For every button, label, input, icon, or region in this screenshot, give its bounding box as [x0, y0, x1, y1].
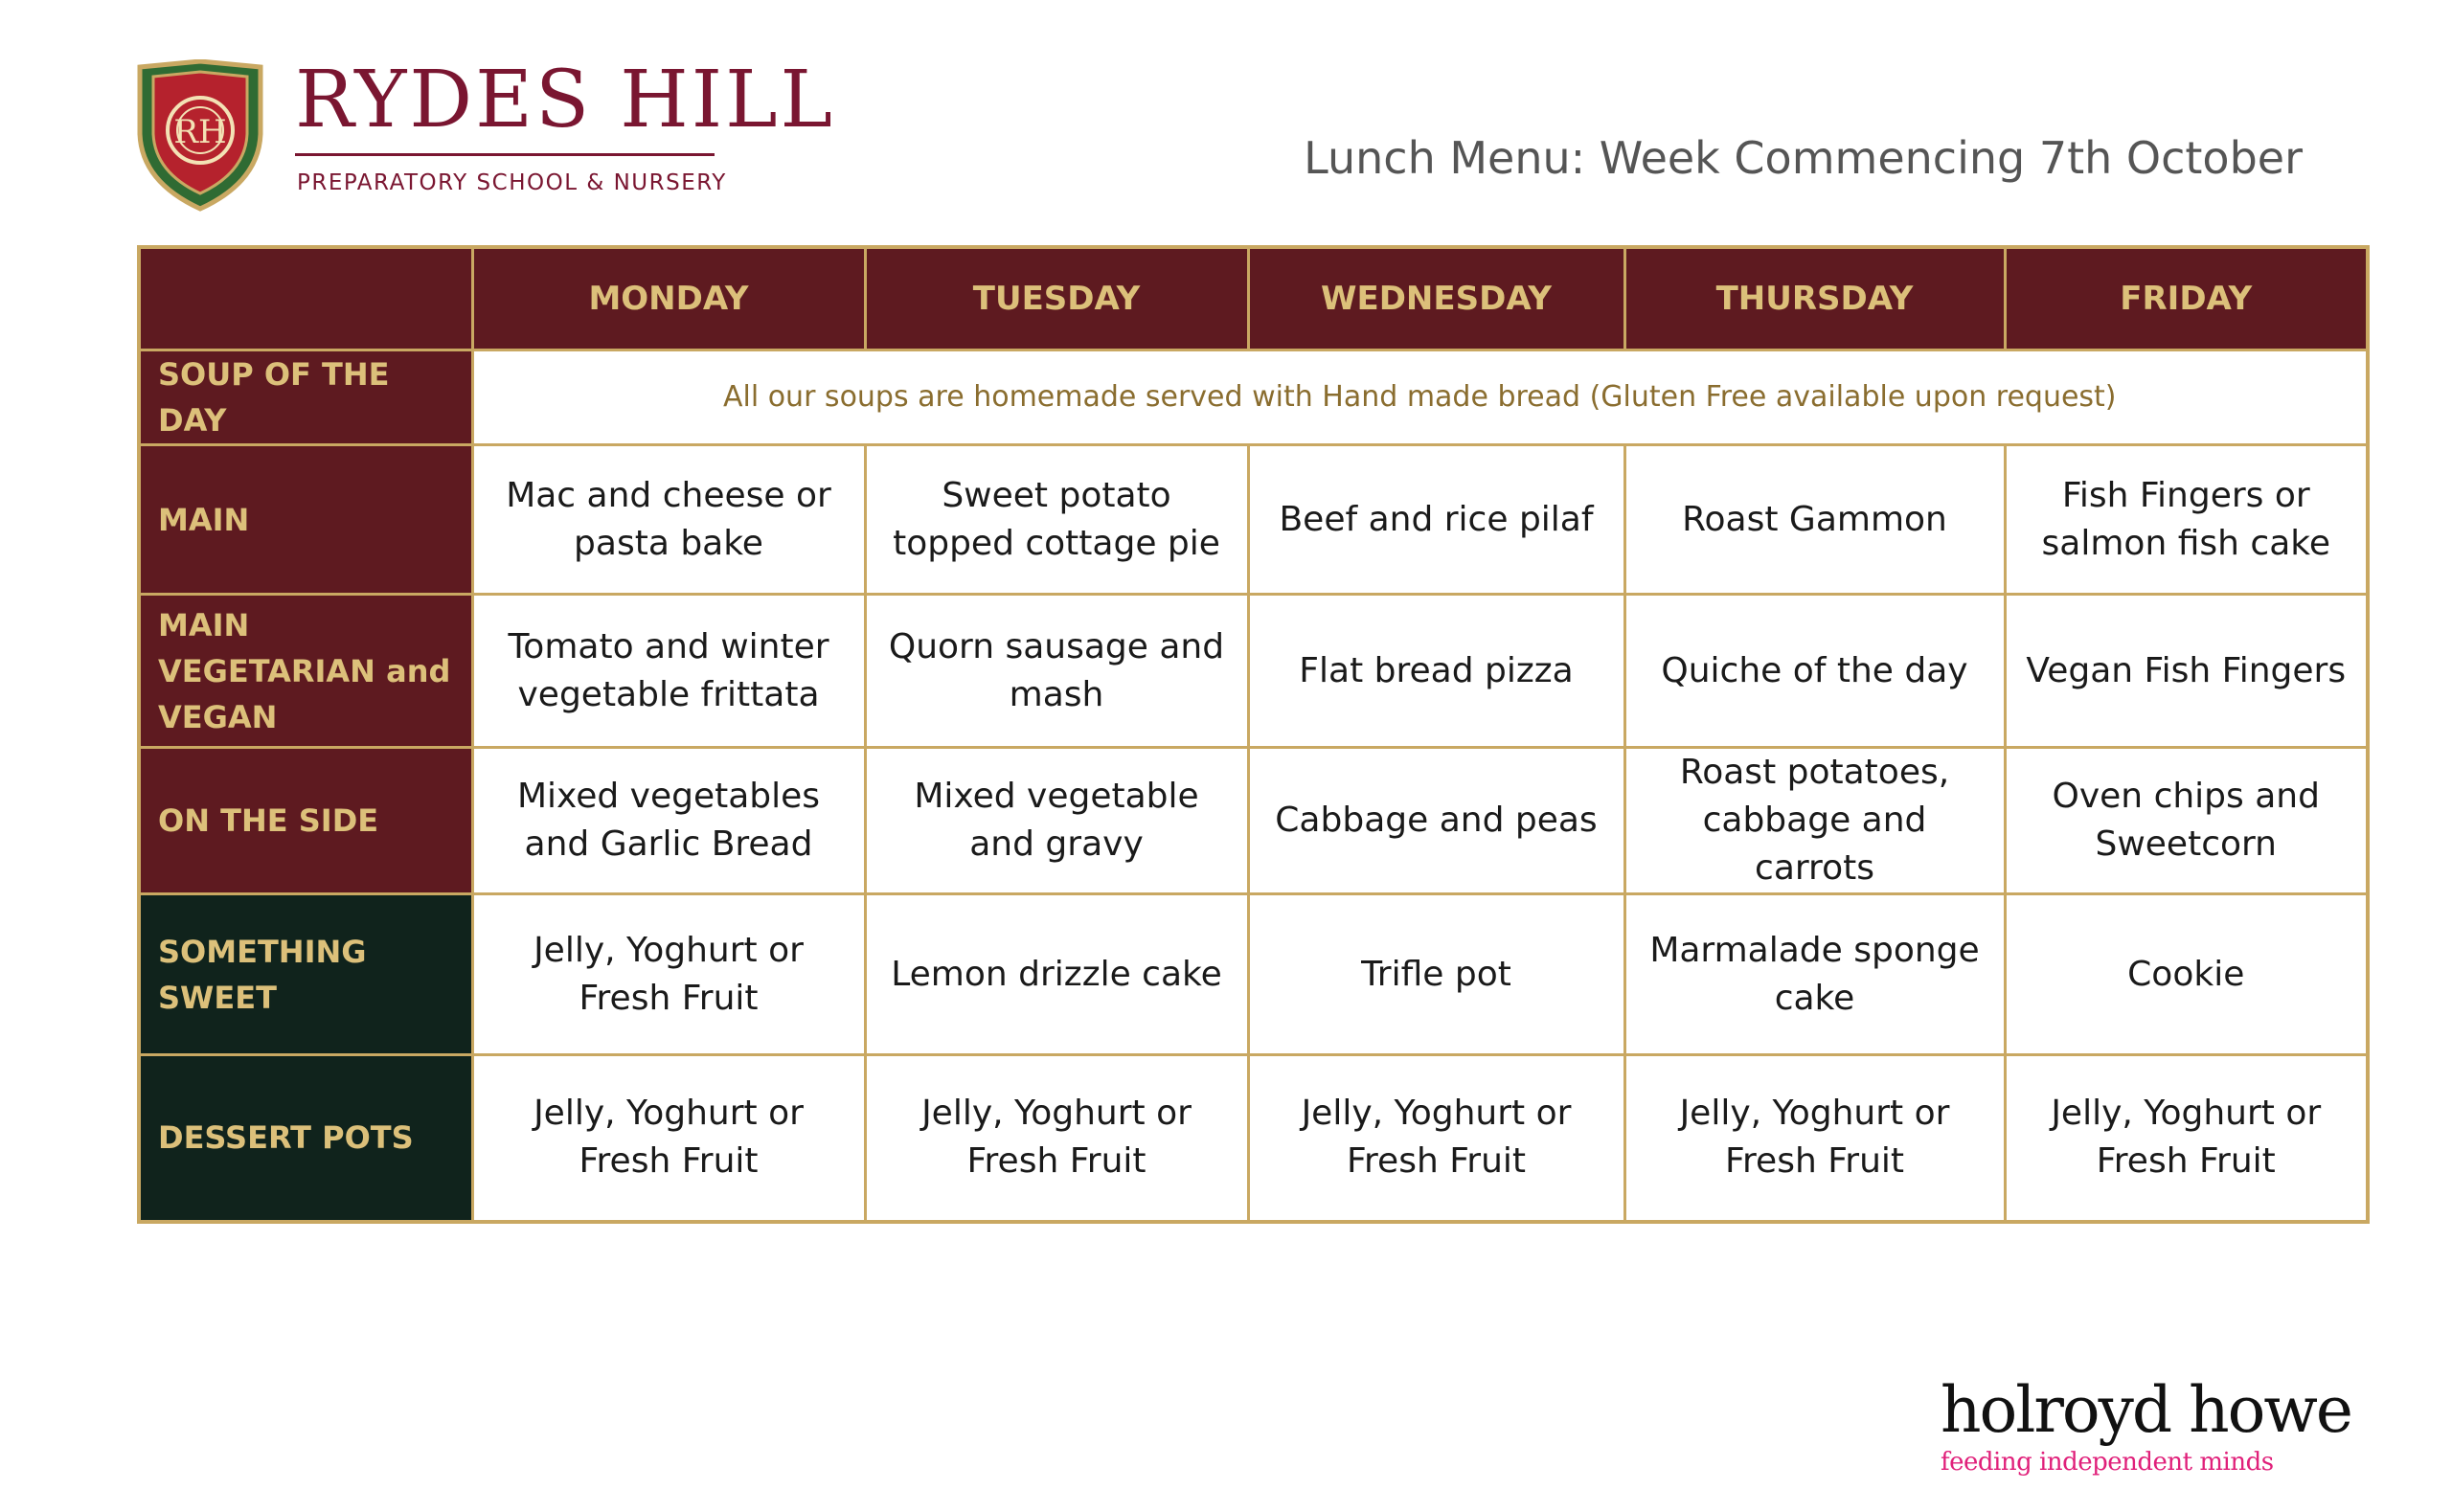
menu-cell: Mixed vegetables and Garlic Bread	[472, 748, 865, 894]
menu-cell: Mixed vegetable and gravy	[865, 748, 1248, 894]
row-label-main: MAIN	[139, 445, 472, 595]
row-label-soup: SOUP OF THE DAY	[139, 350, 472, 445]
menu-cell: Lemon drizzle cake	[865, 894, 1248, 1055]
menu-title: Lunch Menu: Week Commencing 7th October	[1304, 132, 2303, 184]
row-label-main-vegetarian: MAIN VEGETARIAN and VEGAN	[139, 595, 472, 748]
table-row	[139, 445, 2368, 595]
menu-cell: Tomato and winter vegetable frittata	[472, 595, 865, 748]
school-crest-icon	[134, 59, 266, 213]
menu-cell: Beef and rice pilaf	[1248, 445, 1624, 595]
school-name-divider	[295, 153, 715, 156]
day-header-tuesday: TUESDAY	[865, 247, 1248, 350]
menu-cell: Jelly, Yoghurt or Fresh Fruit	[472, 894, 865, 1055]
soup-note: All our soups are homemade served with Hand made bread (Gluten Free available upon request)	[472, 350, 2368, 445]
table-row	[139, 1055, 2368, 1222]
soup-row	[139, 350, 2368, 445]
menu-cell: Quorn sausage and mash	[865, 595, 1248, 748]
menu-cell: Oven chips and Sweetcorn	[2005, 748, 2368, 894]
school-name: RYDES HILL	[295, 55, 836, 146]
logo-name: holroyd howe	[1941, 1373, 2351, 1447]
menu-cell: Roast potatoes, cabbage and carrots	[1624, 748, 2005, 894]
table-row	[139, 894, 2368, 1055]
page-header	[134, 55, 2337, 222]
menu-cell: Vegan Fish Fingers	[2005, 595, 2368, 748]
menu-cell: Jelly, Yoghurt or Fresh Fruit	[2005, 1055, 2368, 1222]
logo-tagline: feeding independent minds	[1941, 1448, 2274, 1477]
day-header-thursday: THURSDAY	[1624, 247, 2005, 350]
menu-cell: Fish Fingers or salmon fish cake	[2005, 445, 2368, 595]
holroyd-howe-logo	[1941, 1373, 2351, 1477]
menu-cell: Trifle pot	[1248, 894, 1624, 1055]
day-header-wednesday: WEDNESDAY	[1248, 247, 1624, 350]
menu-cell: Quiche of the day	[1624, 595, 2005, 748]
table-row	[139, 748, 2368, 894]
school-subtitle: PREPARATORY SCHOOL & NURSERY	[297, 170, 727, 195]
day-header-friday: FRIDAY	[2005, 247, 2368, 350]
menu-cell: Marmalade sponge cake	[1624, 894, 2005, 1055]
menu-cell: Jelly, Yoghurt or Fresh Fruit	[865, 1055, 1248, 1222]
menu-cell: Jelly, Yoghurt or Fresh Fruit	[1624, 1055, 2005, 1222]
menu-cell: Flat bread pizza	[1248, 595, 1624, 748]
table-header-row	[139, 247, 2368, 350]
menu-cell: Jelly, Yoghurt or Fresh Fruit	[472, 1055, 865, 1222]
row-label-something-sweet: SOMETHING SWEET	[139, 894, 472, 1055]
menu-cell: Mac and cheese or pasta bake	[472, 445, 865, 595]
header-corner-cell	[139, 247, 472, 350]
lunch-menu-table	[137, 245, 2370, 1224]
row-label-on-the-side: ON THE SIDE	[139, 748, 472, 894]
menu-cell: Cabbage and peas	[1248, 748, 1624, 894]
table-row	[139, 595, 2368, 748]
menu-cell: Roast Gammon	[1624, 445, 2005, 595]
menu-cell: Jelly, Yoghurt or Fresh Fruit	[1248, 1055, 1624, 1222]
svg-text:RH: RH	[173, 113, 227, 151]
menu-cell: Cookie	[2005, 894, 2368, 1055]
row-label-dessert-pots: DESSERT POTS	[139, 1055, 472, 1222]
day-header-monday: MONDAY	[472, 247, 865, 350]
menu-cell: Sweet potato topped cottage pie	[865, 445, 1248, 595]
